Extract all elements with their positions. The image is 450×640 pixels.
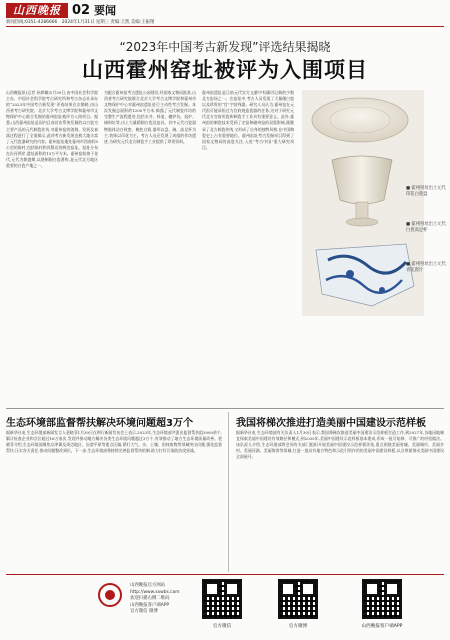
lower-left-article: [6, 430, 222, 570]
qr-label-app: 山西晚报客户端APP: [361, 624, 403, 629]
footer: [6, 574, 444, 636]
article-text-1: 山西晚报讯(记者 孙烨璐)1月30日,由中国社会科学院主办、中国社会科学院考古研究所和考古杂志社承办的“2023年中国考古新发现”评选结果在京揭晓,由山西省考古研究院、北京大学考古文博学院和霍州市文物保护中心联合发掘的霍州窑址被评为入围项目。据悉,山西霍州窑址是国内目前首次系统发掘的以白瓷为主要产品的元代制瓷作坊,对霍州窑的创烧、发展及衰落过程进行了全面揭示,此项考古新发现也极大地丰富了元代瓷器研究的内容。霍州窑址地处霍州市西南约5公里的陈村,包括陈村和其附近的两处窑址。窑址分布在汾河两岸,遗址面积约15万平方米。霍州窑始烧于金代,元代为鼎盛期,以烧制细白瓷著称,是元代北方地区重要的白瓷产地之一。: [6, 90, 98, 169]
page-number: 02: [72, 3, 91, 18]
footer-info: [130, 583, 180, 616]
footer-logo-icon: [98, 583, 122, 607]
article-text-3: 霍州窑遗址是目前元代官方文献中有确切记载的少数北方窑场之一。在窑址中,考古人员发现了大量细白瓷以及珍贵的“官”字款残器。研究人员认为,霍州窑在元代很可能承担过为官府烧造瓷器的任务,这对于研究元代北方官府用瓷和制瓷手工业具有重要意义。此外,霍州窑的制瓷技术受到了定窑和磁州窑的双重影响,既继承了北方制瓷传统,又形成了自身的独特风格,在中国陶瓷史上占有重要地位。霍州窑址考古发掘项目得到了国家文物局的高度关注,入选“考古中国”重大研究项目。: [202, 90, 294, 150]
section-divider: [6, 408, 444, 409]
column-divider: [228, 412, 229, 572]
lower-right-text: 据新华社电 生态环境部有关负责人1月30日表示,我国将梯次推进美丽中国建设示范样板打造工作,到2027年,各地因地制宜探索美丽中国建设有效路径和模式;到2035年,美丽中国建设示范样板基本建成,形成一批可复制、可推广的经验做法。该负责人介绍,生态环境部将会同有关部门组织开展美丽中国建设示范样板评选,重点围绕美丽省域、美丽城市、美丽乡村、美丽河湖、美丽海湾等领域,打造一批具有地方特色和示范引领作用的美丽中国建设样板,以点带面推动美丽中国建设全面展开。: [236, 430, 444, 460]
qr-code-app[interactable]: [362, 579, 402, 619]
masthead-info: 新闻热线:0351-4286666 2024年1月31日 星期三 责编:王凯 美编:王振翔: [6, 20, 155, 25]
photo-caption-1: ■ 霍州窑址出土元代印花白瓷盘: [406, 186, 446, 197]
qr-code-wechat[interactable]: [202, 579, 242, 619]
headline-kicker: “2023年中国考古新发现”评选结果揭晓: [119, 40, 331, 54]
footer-line-2: 山西晚报客户端APP: [130, 602, 170, 608]
footer-site: 山西晚报官方网站: [130, 583, 166, 588]
article-column-2: [104, 90, 196, 402]
newspaper-logo: 山西晚报: [6, 3, 68, 18]
footer-line-1: 欢迎扫描右侧二维码: [130, 596, 170, 601]
footer-line-3: 官方微信 微博: [130, 609, 158, 614]
footer-url[interactable]: http://www.sxwbs.com: [130, 589, 180, 595]
qr-label-wechat: 官方微信: [212, 624, 232, 629]
qr-label-weibo: 官方微博: [288, 624, 308, 629]
lower-right-title: 我国将梯次推进打造美丽中国建设示范样板: [236, 418, 426, 429]
article-column-3: [202, 90, 294, 402]
photo-caption-3: ■ 霍州窑址出土元代青花瓷片: [406, 262, 446, 273]
qr-code-weibo[interactable]: [278, 579, 318, 619]
masthead: [6, 3, 444, 27]
lower-right-article: [236, 430, 444, 570]
article-column-1: [6, 90, 98, 402]
lower-left-text: 据新华社电 生态环境部新闻发言人裴晓菲1月30日在例行新闻发布会上表示,2023年,生态环境部共派出监督帮扶组3000余个,累计检查企业和点位超过16万家次,发现并推动地方解决各类生态环境问题超过3万个,有效推动了地方生态环境质量改善。裴晓菲介绍,生态环境部聚焦京津冀及周边地区、汾渭平原等重点区域,紧盯大气、水、土壤、固体废物等领域突出问题,强化监督帮扶,压实各方责任,推动问题整改到位。下一步,生态环境部将持续完善监督帮扶机制,助力打好污染防治攻坚战。: [6, 430, 222, 454]
headline-title: 山西霍州窑址被评为入围项目: [82, 58, 368, 82]
porcelain-photo: [302, 90, 424, 316]
lower-left-title: 生态环境部监督帮扶解决环境问题超3万个: [6, 418, 193, 429]
photo-caption-2: ■ 霍州窑址出土元代白瓷高足杯: [406, 222, 446, 233]
article-text-2: 为配合霍州窑考古遗址公园建设,经国家文物局批准,山西省考古研究院联合北京大学考古文博学院和霍州市文物保护中心对霍州窑遗址进行主动性考古发掘。本次发掘总面积约1200平方米,揭露了元代制瓷作坊的完整生产流程遗迹,包括水井、料池、辘轳坑、窑炉、储料坑等,出土大量精细白瓷及窑具。其中元代白瓷器物胎体洁白致密、釉色白润,器形以盘、碗、高足杯为主,装饰以印花为主。考古人员还发现了成组的作坊遗迹,为研究元代北方制瓷手工业提供了珍贵资料。: [104, 90, 196, 144]
section-name: 要闻: [94, 4, 116, 17]
